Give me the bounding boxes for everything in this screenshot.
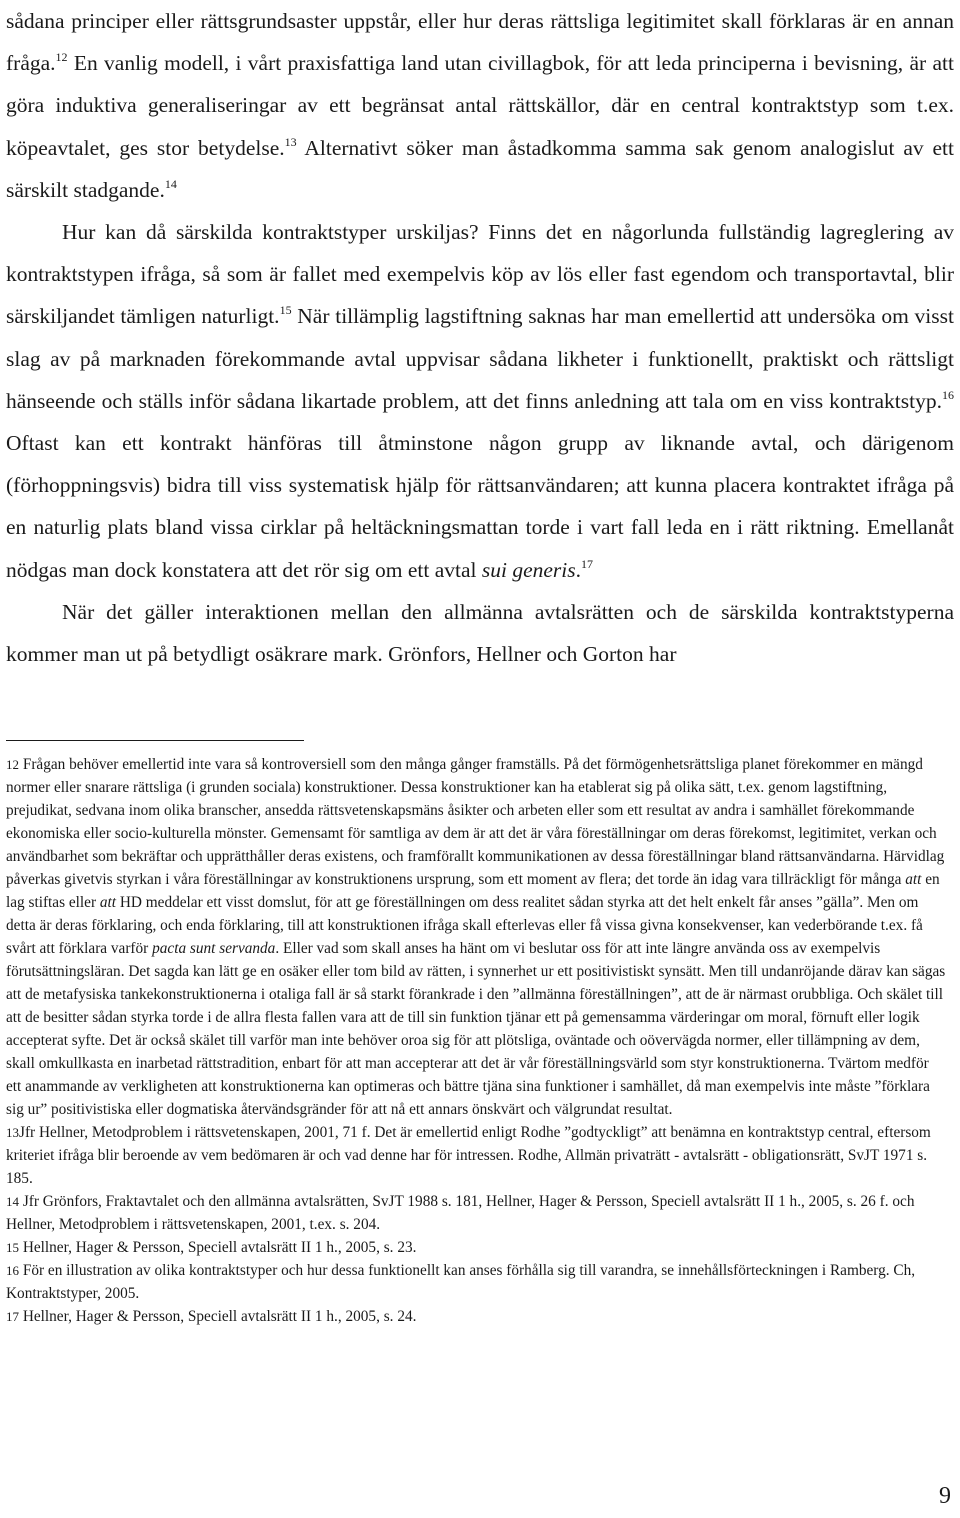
footnote-text: en lag stiftas eller (6, 871, 940, 911)
text-run: När tillämplig lagstiftning saknas har man emellertid att undersöka om visst slag av på marknaden förekommande avtal uppvisar sådana likheter i funktionellt, praktiskt och rättsligt hänseende och ställs inför sådana likartade problem, att det finns anledning att tala om en viss kontraktstyp. (6, 304, 954, 413)
footnote-ref-16[interactable]: 16 (942, 387, 954, 402)
paragraph-3 (6, 591, 954, 675)
footnote-text: Jfr Grönfors, Fraktavtalet och den allmänna avtalsrätten, SvJT 1988 s. 181, Hellner, Hager & Persson, Speciell avtalsrätt II 1 h., 2005, s. 26 f. och Hellner, Metodproblem i rättsvetenskapen, 2001, t.ex. s. 204. (6, 1193, 915, 1233)
footnote-13 (6, 1121, 946, 1190)
text-run: . (575, 557, 581, 582)
footnote-number: 14 (6, 1194, 19, 1209)
italic-term: att (99, 894, 117, 911)
footnote-number: 13 (6, 1125, 19, 1140)
italic-term: sui generis (481, 557, 576, 582)
footnote-text: . Eller vad som skall anses ha hänt om vi beslutar oss för att inte längre använda oss av exempelvis förutsättningsläran. Det sagda kan lätt ge en osäker eller tom bild av rätten, i synnerhet ur ett positivistiskt synsätt. Men till undanröjande därav kan sägas att de metafysiska tankekonstruktionerna i otaliga fall är så starkt förankrade i den ”allmänna föreställningen”, att de är närmast orubbliga. Och skälet till att de besitter sådan styrka torde i de allra flesta fallen vara att de till sin funktion tjänar ett på gemensamma värderingar om moral, förnuft eller logik accepterat syfte. Det är också skälet till varför man inte behöver oroa sig för att plötsliga, oväntade och oövervägda normer, eller tillämpning av dem, skall omkullkasta en inarbetad rättstradition, enbart för att man accepterar att det är vår föreställningsvärld som styr konstruktionerna. Tvärtom medför ett anammande av verkligheten att konstruktionerna kan optimeras och bättre tjäna sina funktioner i samhället, då man exempelvis inte måste ”förklara sig ur” positivistiska eller dogmatiska återvändsgränder för att nå ett annars önskvärt och välgrundat resultat. (6, 940, 946, 1118)
footnote-text: HD meddelar ett visst domslut, för att ge föreställningen om dess realitet sådan styrka att det helt enkelt får anses ”gälla”. Men om detta är deras förklaring, och enda förklaring, till att konstruktionen ifråga skall efterlevas eller få vissa givna konsekvenser, kan vederbörande t.ex. få svårt att förklara varför (6, 894, 923, 957)
footnote-text: Jfr Hellner, Metodproblem i rättsvetenskapen, 2001, 71 f. Det är emellertid enligt Rodhe ”godtyckligt” att benämna en kontraktstyp central, eftersom kriteriet ifråga blir beroende av vem bedömaren är och vad denne har för intressen. Rodhe, Allmän privaträtt - avtalsrätt - obligationsrätt, SvJT 1971 s. 185. (6, 1124, 931, 1187)
paragraph-1 (6, 0, 954, 211)
footnote-17 (6, 1305, 946, 1328)
text-run: sådana principer eller rättsgrundsaster uppstår, eller hur deras rättsliga legitimitet skall förklaras är en annan fråga. (6, 9, 954, 76)
body-text (6, 0, 954, 675)
text-run: Hur kan då särskilda kontraktstyper urskiljas? Finns det en någorlunda fullständig lagreglering av kontraktstypen ifråga, så som är fallet med exempelvis köp av lös eller fast egendom och transportavtal, blir särskiljandet tämligen naturligt. (6, 220, 954, 329)
text-run: Alternativt söker man åstadkomma samma sak genom analogislut av ett särskilt stadgande. (6, 135, 955, 202)
text-run: När det gäller interaktionen mellan den allmänna avtalsrätten och de särskilda kontraktstyperna kommer man ut på betydligt osäkrare mark. Grönfors, Hellner och Gorton har (6, 599, 954, 667)
footnote-ref-17[interactable]: 17 (581, 556, 593, 571)
footnote-ref-15[interactable]: 15 (279, 303, 292, 318)
footnote-text: Hellner, Hager & Persson, Speciell avtalsrätt II 1 h., 2005, s. 23. (19, 1239, 417, 1256)
footnote-text: För en illustration av olika kontraktstyper och hur dessa funktionellt kan anses förhålla sig till varandra, se innehållsförteckningen i Ramberg. Ch, Kontraktstyper, 2005. (6, 1262, 916, 1302)
footnote-ref-12[interactable]: 12 (55, 50, 68, 65)
italic-term: att (905, 871, 922, 888)
footnote-14 (6, 1190, 946, 1236)
footnote-12 (6, 753, 946, 1121)
text-run: Oftast kan ett kontrakt hänföras till åtminstone någon grupp av liknande avtal, och därigenom (förhoppningsvis) bidra till viss systematisk hjälp för rättsanvändaren; att kunna placera kontraktet ifråga på en naturlig plats bland vissa cirklar på heltäckningsmattan torde i vart fall leda en i rätt riktning. Emellanåt nödgas man dock konstatera att det rör sig om ett avtal (6, 431, 954, 582)
footnote-text: Hellner, Hager & Persson, Speciell avtalsrätt II 1 h., 2005, s. 24. (19, 1308, 417, 1325)
paragraph-2 (6, 211, 954, 591)
footnote-text: Frågan behöver emellertid inte vara så kontroversiell som den många gånger framställs. På det förmögenhetsrättsliga planet förekommer en mängd normer eller snarare rättsliga (i grunden sociala) konstruktioner. Dessa konstruktioner kan ha etablerat sig på olika sätt, t.ex. genom lagstiftning, prejudikat, sedvana inom olika branscher, ansedda rättsvetenskapsmäns åsikter och arbeten eller som ett resultat av andra i samhället förekommande ekonomiska eller socio-kulturella mönster. Gemensamt för samtliga av dem är att det är våra föreställningar om deras förekomst, legitimitet, verkan och användbarhet som bekräftar och upprätthåller deras existens, och framförallt kommunikationen av dessa föreställningar bland rättsanvändarna. Härvidlag påverkas givetvis styrkan i våra föreställningar av konstruktionens ursprung, som ett moment av flera; det torde än idag vara tillräckligt för många (6, 756, 945, 888)
footnote-15 (6, 1236, 946, 1259)
footnote-ref-13[interactable]: 13 (284, 134, 297, 149)
page-number: 9 (939, 1483, 951, 1509)
footnote-number: 15 (6, 1240, 19, 1255)
footnotes (6, 753, 946, 1328)
footnote-separator (6, 740, 304, 741)
footnote-number: 16 (6, 1263, 19, 1278)
footnote-number: 17 (6, 1309, 19, 1324)
text-run: En vanlig modell, i vårt praxisfattiga land utan civillagbok, för att leda principerna i bevisning, är att göra induktiva generaliseringar av ett begränsat antal rättskällor, där en central kontraktstyp som t.ex. köpeavtalet, ges stor betydelse. (6, 51, 954, 160)
italic-term: pacta sunt servanda (152, 940, 276, 957)
footnote-16 (6, 1259, 946, 1305)
footnote-ref-14[interactable]: 14 (164, 176, 177, 191)
footnote-number: 12 (6, 757, 19, 772)
